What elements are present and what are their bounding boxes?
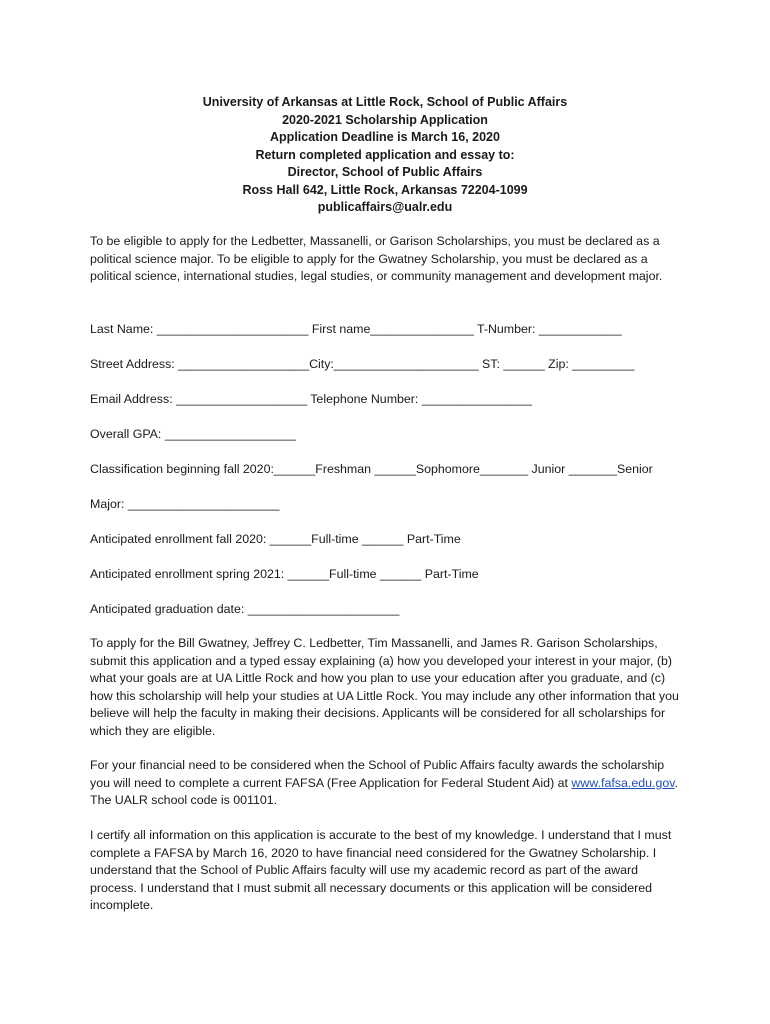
fafsa-text-after: . The UALR school code is 001101. [90,775,678,808]
major-field[interactable]: Major: ______________________ [90,497,280,511]
application-title: 2020-2021 Scholarship Application [282,112,488,127]
classification-field[interactable]: Classification beginning fall 2020:______Freshman ______Sophomore_______ Junior _______Senior [90,462,653,476]
graduation-date-field[interactable]: Anticipated graduation date: ______________________ [90,602,400,616]
address-fields[interactable]: Street Address: ___________________City:_____________________ ST: ______ Zip: _________ [90,357,635,371]
return-instructions: Return completed application and essay to: [255,147,515,162]
director-line: Director, School of Public Affairs [287,165,483,179]
document-header [0,94,770,217]
essay-instructions-paragraph: To apply for the Bill Gwatney, Jeffrey C. Ledbetter, Tim Massanelli, and James R. Garison Scholarships, submit this application and a typed essay explaining (a) how you developed your interest in your major, (b) what your goals are at UA Little Rock and how you plan to use your education after you graduate, and (c) how this scholarship will help your studies at UA Little Rock. You may include any other information that you believe will help the faculty in making their decisions. Applicants will be considered for all scholarships for which they are eligible. [90,636,679,738]
deadline-text: Application Deadline is March 16, 2020 [270,130,500,144]
gpa-field[interactable]: Overall GPA: ___________________ [90,427,296,441]
certification-paragraph: I certify all information on this application is accurate to the best of my knowledge. I understand that I must complete a FAFSA by March 16, 2020 to have financial need considered for the Gwatney Scholarship. I understand that the School of Public Affairs faculty will use my academic record as part of the award process. I understand that I must submit all necessary documents or this application will be considered incomplete. [90,828,672,913]
university-title: University of Arkansas at Little Rock, School of Public Affairs [202,95,568,109]
email-phone-fields[interactable]: Email Address: ___________________ Telephone Number: ________________ [90,392,533,406]
fafsa-link[interactable]: www.fafsa.edu.gov [571,775,675,790]
name-fields[interactable]: Last Name: ______________________ First name_______________ T-Number: ____________ [90,322,622,336]
fafsa-paragraph [90,757,685,810]
contact-email: publicaffairs@ualr.edu [317,200,453,214]
fafsa-text-before: For your financial need to be considered when the School of Public Affairs faculty awards the scholarship you will need to complete a current FAFSA (Free Application for Federal Student Aid) at [90,758,665,790]
fall-enrollment-field[interactable]: Anticipated enrollment fall 2020: ______Full-time ______ Part-Time [90,532,461,546]
address-line: Ross Hall 642, Little Rock, Arkansas 72204-1099 [242,182,528,197]
eligibility-paragraph: To be eligible to apply for the Ledbetter, Massanelli, or Garison Scholarships, you must be declared as a political science major. To be eligible to apply for the Gwatney Scholarship, you must be declared as a political science, international studies, legal studies, or community management and development major. [90,234,663,284]
spring-enrollment-field[interactable]: Anticipated enrollment spring 2021: ______Full-time ______ Part-Time [90,567,479,581]
